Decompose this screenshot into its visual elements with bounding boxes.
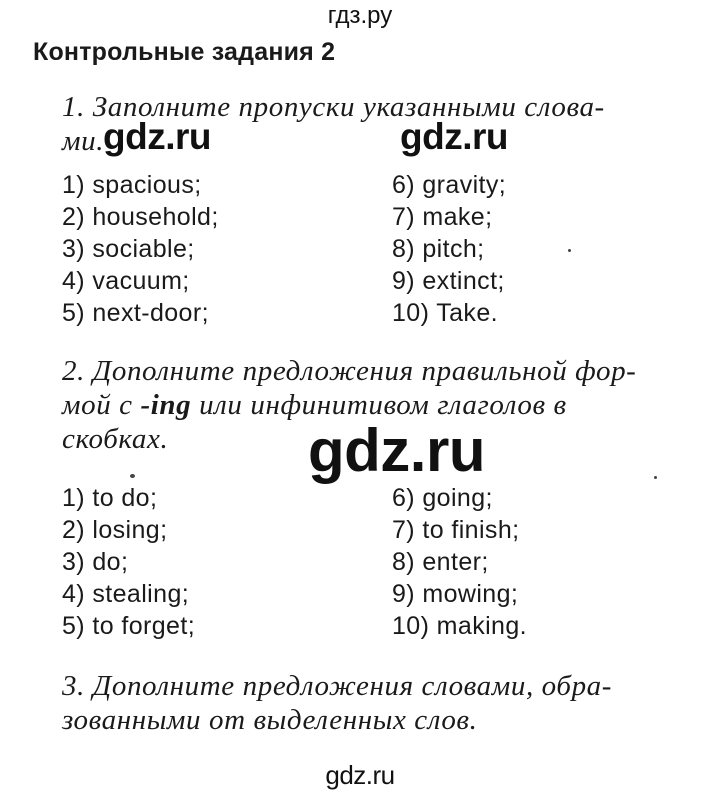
task-1-line-2: ми.: [62, 125, 105, 157]
answer-item: 9) mowing;: [392, 580, 519, 608]
answer-item: 5) next-door;: [62, 299, 209, 327]
task-2-answers-left: [62, 482, 195, 642]
task-2-answers-right: [392, 482, 527, 642]
task-3-line-1: 3. Дополните предложения словами, обра-: [62, 670, 613, 702]
answer-item: 8) pitch;: [392, 235, 485, 263]
answer-item: 3) sociable;: [62, 235, 195, 263]
task-1-line-1: 1. Заполните пропуски указанными слова-: [62, 91, 605, 123]
footer-watermark: gdz.ru: [325, 760, 395, 790]
task-2-text: мой с: [62, 389, 141, 421]
watermark-gdz-large: gdz.ru: [308, 417, 485, 484]
answer-item: 2) losing;: [62, 516, 168, 544]
header-watermark: гдз.ру: [327, 2, 393, 29]
task-1-answers-left: [62, 169, 219, 329]
answer-item: 1) to do;: [62, 484, 158, 512]
answer-item: 1) spacious;: [62, 171, 202, 199]
watermark-gdz: gdz.ru: [400, 116, 508, 157]
answer-item: 6) gravity;: [392, 171, 507, 199]
scan-speck: [130, 474, 135, 478]
answer-item: 10) Take.: [392, 299, 498, 327]
answer-item: 2) household;: [62, 203, 219, 231]
answer-item: 9) extinct;: [392, 267, 505, 295]
task-2-line-3: скобках.: [62, 423, 169, 455]
watermark-gdz: gdz.ru: [103, 116, 211, 157]
answer-item: 4) stealing;: [62, 580, 190, 608]
scan-speck: [654, 476, 657, 479]
task-1-answers-right: [392, 169, 506, 329]
task-2-text: или инфинитивом глаголов в: [191, 389, 567, 421]
answer-item: 7) to finish;: [392, 516, 520, 544]
section-title: Контрольные задания 2: [33, 38, 336, 66]
answer-item: 5) to forget;: [62, 612, 196, 640]
answer-item: 3) do;: [62, 548, 129, 576]
task-2-ing-suffix: -ing: [140, 389, 192, 421]
answer-item: 7) make;: [392, 203, 493, 231]
task-3-line-2: зованными от выделенных слов.: [62, 704, 478, 736]
answer-item: 4) vacuum;: [62, 267, 190, 295]
answer-item: 8) enter;: [392, 548, 489, 576]
scan-speck: [568, 249, 571, 252]
answer-item: 6) going;: [392, 484, 493, 512]
task-2-line-1: 2. Дополните предложения правильной фор-: [62, 355, 637, 387]
answer-item: 10) making.: [392, 612, 528, 640]
